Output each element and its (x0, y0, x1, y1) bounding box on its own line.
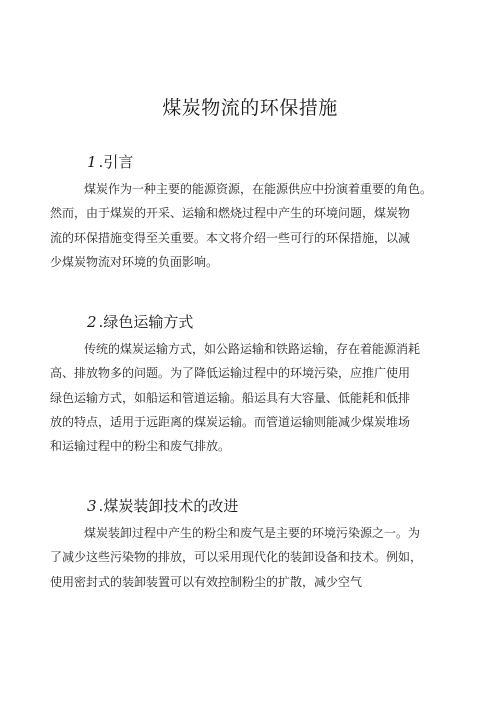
section-heading-text: .绿色运输方式 (98, 313, 194, 331)
section-heading-text: .煤炭装卸技术的改进 (98, 497, 239, 515)
section-paragraph (50, 177, 460, 274)
section-number: 1 (87, 153, 97, 171)
section-number: 3 (87, 497, 97, 515)
paragraph-line: 然而，由于煤炭的开采、运输和燃烧过程中产生的环境问题，煤炭物 (50, 206, 411, 221)
section-heading (50, 151, 460, 173)
document-title: 煤炭物流的环保措施 (162, 97, 338, 119)
paragraph-line: 煤炭作为一种主要的能源资源，在能源供应中扮演着重要的角色。 (84, 182, 433, 196)
section-paragraph (50, 337, 460, 458)
section-green-transport (50, 311, 460, 458)
paragraph-line: 煤炭装卸过程中产生的粉尘和废气是主要的环境污染源之一。为 (84, 526, 421, 540)
paragraph-line: 传统的煤炭运输方式，如公路运输和铁路运输，存在着能源消耗 (84, 342, 421, 356)
paragraph-line: 绿色运输方式，如船运和管道运输。船运具有大容量、低能耗和低排 (50, 390, 411, 405)
paragraph-line: 高、排放物多的问题。为了降低运输过程中的环境污染，应推广使用 (50, 366, 411, 381)
paragraph-line: 流的环保措施变得至关重要。本文将介绍一些可行的环保措施，以减 (50, 230, 411, 245)
section-introduction (50, 151, 460, 274)
paragraph-line: 放的特点，适用于远距离的煤炭运输。而管道运输则能减少煤炭堆场 (50, 414, 411, 429)
paragraph-line: 少煤炭物流对环境的负面影响。 (50, 254, 219, 269)
section-number: 2 (87, 313, 97, 331)
paragraph-line: 和运输过程中的粉尘和废气排放。 (50, 439, 231, 454)
section-paragraph (50, 521, 460, 594)
section-heading-text: .引言 (98, 153, 134, 171)
section-loading-technology (50, 495, 460, 594)
paragraph-line: 了减少这些污染物的排放，可以采用现代化的装卸设备和技术。例如， (50, 550, 423, 565)
paragraph-line: 使用密封式的装卸装置可以有效控制粉尘的扩散，减少空气 (50, 574, 363, 589)
section-heading (50, 495, 460, 517)
section-heading (50, 311, 460, 333)
